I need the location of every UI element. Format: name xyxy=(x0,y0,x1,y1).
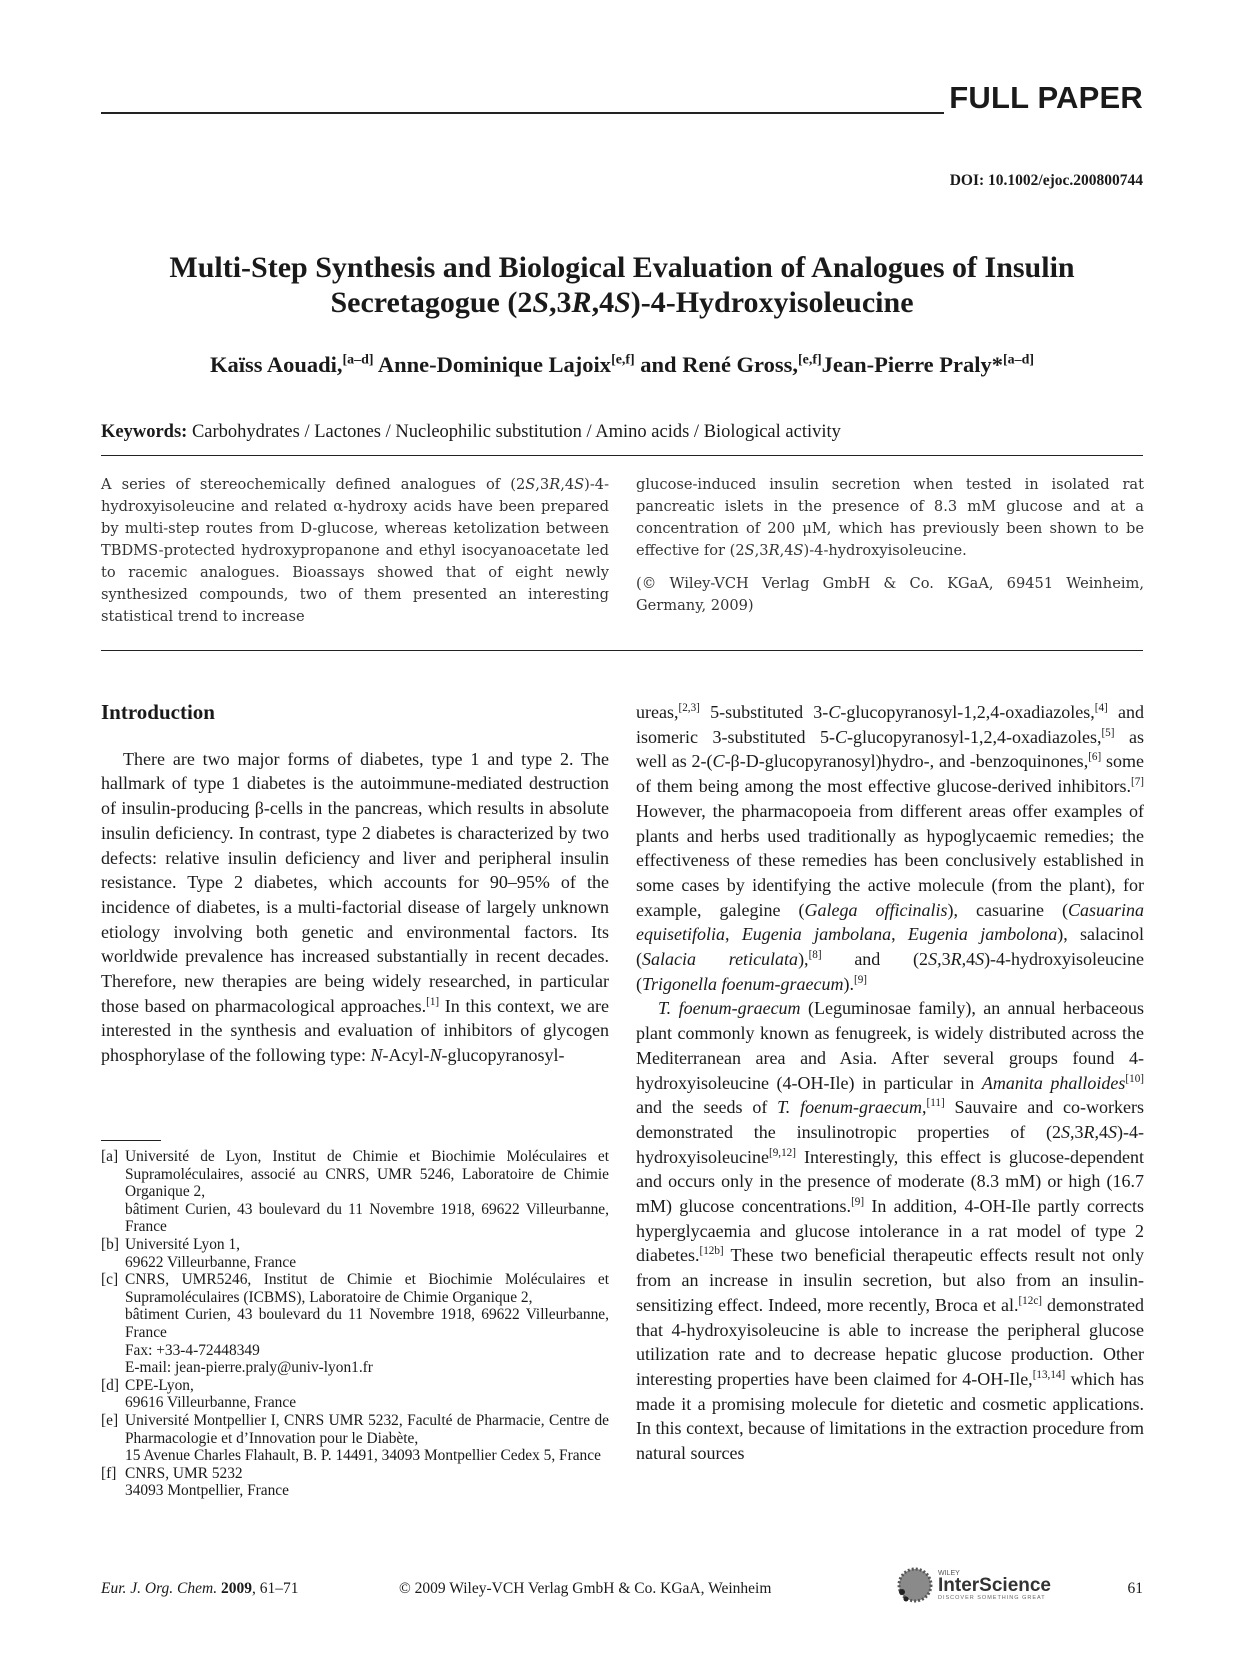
text-run: ,3 xyxy=(937,949,951,970)
footnote xyxy=(101,1271,609,1377)
citation-ref: [e,f] xyxy=(798,352,822,368)
text-run: , xyxy=(891,924,908,945)
text-run: ,4 xyxy=(560,476,575,493)
right-column xyxy=(636,700,1144,1466)
citation-ref: [9,12] xyxy=(768,1146,796,1159)
copyright: © 2009 Wiley-VCH Verlag GmbH & Co. KGaA, Weinheim xyxy=(399,1580,772,1597)
italic-run: Eugenia jambolona xyxy=(907,924,1058,945)
footnote xyxy=(101,1377,609,1412)
keywords-text: Carbohydrates / Lactones / Nucleophilic substitution / Amino acids / Biological activity xyxy=(187,422,841,442)
globe-icon xyxy=(896,1566,934,1604)
paragraph xyxy=(636,700,1144,996)
citation-ref: [12c] xyxy=(1018,1294,1042,1307)
footnote-rule xyxy=(101,1140,161,1141)
italic-run: Amanita phalloides xyxy=(981,1072,1126,1093)
text-run: Interestingly, this effect is glucose-dependent and occurs only in the presence of moderate (8.3 mM) or high (16.7 mM) glucose concentrations. xyxy=(636,1146,1144,1217)
text-run: ). xyxy=(843,973,854,994)
italic-run: T. foenum-graecum xyxy=(777,1097,923,1118)
header-rule xyxy=(101,112,944,114)
section-heading-introduction: Introduction xyxy=(101,700,215,724)
text-run: ), xyxy=(798,949,809,970)
text-run: There are two major forms of diabetes, type 1 and type 2. The hallmark of type 1 diabetes is the autoimmune-mediated destruction of insulin-producing β-cells in the pancreas, which results in absolute insulin deficiency. In contrast, type 2 diabetes is characterized by two defects: relative insulin deficiency and liver and peripheral insulin resistance. Type 2 diabetes, which accounts for 90–95% of the incidence of diabetes, is a multi-factorial disease of largely unknown etiology involving both genetic and environmental factors. Its worldwide prevalence has increased substantially in recent decades. Therefore, new therapies are being widely researched, in particular those based on pharmacological approaches. xyxy=(101,748,609,1016)
text-run: -Acyl- xyxy=(382,1045,430,1066)
text-run: ureas, xyxy=(636,702,679,722)
italic-run: S xyxy=(793,542,804,559)
section-label: FULL PAPER xyxy=(949,80,1143,115)
text-run: ,3 xyxy=(535,476,550,493)
text-run: Jean-Pierre Praly* xyxy=(821,352,1004,377)
text-run: In addition, 4-OH-Ile partly corrects hyperglycaemia and glucose intolerance in a rat model of type 2 diabetes. xyxy=(636,1196,1145,1266)
footnote-label: [e] xyxy=(101,1411,119,1429)
italic-run: Trigonella foenum-graecum xyxy=(642,973,844,994)
journal-citation xyxy=(101,1580,298,1598)
affiliation-footnotes xyxy=(101,1148,609,1500)
italic-run: N xyxy=(370,1045,383,1066)
italic-run: N xyxy=(429,1045,442,1066)
citation-ref: [5] xyxy=(1101,726,1115,739)
italic-run: Casuarina equisetifolia xyxy=(636,899,1144,945)
journal-year: 2009 xyxy=(217,1580,252,1597)
italic-run: S xyxy=(1061,1121,1071,1142)
logo-brand: WILEY xyxy=(938,1569,960,1577)
footnote xyxy=(101,1412,609,1465)
text-run: ,4 xyxy=(961,949,976,970)
footnote-text: Université Lyon 1, 69622 Villeurbanne, France xyxy=(125,1235,297,1271)
footnote-text: Université de Lyon, Institut de Chimie et Biochimie Moléculaires et Supramoléculaires, associé au CNRS, UMR 5246, Laboratoire de Chimie Organique 2, bâtiment Curien, 43 boulevard du 11 Novembre 1918, 69622 Villeurbanne, France xyxy=(125,1148,609,1236)
footnote-text: CNRS, UMR5246, Institut de Chimie et Biochimie Moléculaires et Supramoléculaires (ICBMS), Laboratoire de Chimie Organique 2, bâtiment Curien, 43 boulevard du 11 Novembre 1918, 69622 Villeurbanne, France Fax: +33-4-72448349 E-mail: jean-pierre.praly@univ-lyon1.fr xyxy=(125,1271,609,1377)
paragraph xyxy=(636,474,1144,562)
text-run: Kaïss Aouadi, xyxy=(209,352,343,377)
paragraph xyxy=(101,474,609,628)
footnote-label: [c] xyxy=(101,1271,119,1289)
title-line-2 xyxy=(100,285,1144,320)
text-run: (Leguminosae family), an annual herbaceous plant commonly known as fenugreek, is widely distributed across the Mediterranean area and Asia. After several groups found 4-hydroxyisoleucine (4-OH-Ile) in particular in xyxy=(636,998,1145,1093)
intro-right-text xyxy=(636,700,1144,1466)
text-run: ,4 xyxy=(591,286,615,319)
text-run: -glucopyranosyl-1,2,4-oxadiazoles, xyxy=(840,702,1095,722)
interscience-logo xyxy=(896,1566,1051,1604)
footnote xyxy=(101,1465,609,1500)
page-footer xyxy=(101,1569,1143,1620)
italic-run: S xyxy=(744,542,755,559)
citation-ref: [e,f] xyxy=(611,352,635,368)
italic-run: S xyxy=(614,286,631,319)
doi: DOI: 10.1002/ejoc.200800744 xyxy=(949,172,1143,189)
footnote-label: [f] xyxy=(101,1464,117,1482)
text-run: some of them being among the most effective glucose-derived inhibitors. xyxy=(636,751,1144,797)
footnote xyxy=(101,1148,609,1236)
citation-ref: [10] xyxy=(1125,1072,1145,1085)
abstract-rule xyxy=(101,650,1143,651)
text-run: 5-substituted 3- xyxy=(699,702,829,722)
text-run: -β-D-glucopyranosyl)hydro-, and -benzoquinones, xyxy=(724,751,1089,772)
text-run: , xyxy=(922,1097,927,1118)
text-run: )-4-Hydroxyisoleucine xyxy=(630,286,914,319)
citation-ref: [2,3] xyxy=(678,702,700,714)
text-run: and the seeds of xyxy=(636,1097,778,1118)
text-run: )-4-hydroxyisoleucine ( xyxy=(636,949,1145,994)
journal-pages: , 61–71 xyxy=(251,1580,299,1597)
paragraph xyxy=(636,996,1144,1465)
text-run: ,4 xyxy=(779,542,794,559)
footnote-text: CPE-Lyon, 69616 Villeurbanne, France xyxy=(125,1376,297,1412)
italic-run: Eugenia jambolana xyxy=(741,924,892,945)
italic-run: S xyxy=(928,949,938,970)
text-run: ,3 xyxy=(549,286,572,319)
intro-left-text xyxy=(101,747,609,1068)
paragraph xyxy=(636,573,1144,617)
text-run: )-4-hydroxyisoleucine. xyxy=(803,542,967,559)
citation-ref: [6] xyxy=(1088,751,1102,764)
citation-ref: [7] xyxy=(1130,776,1144,789)
text-run: glucose-induced insulin secretion when tested in isolated rat pancreatic islets in the presence of 8.3 mM glucose and at a concentration of 200 μM, which has previously been shown to be effective for (2 xyxy=(636,476,1144,559)
page-number: 61 xyxy=(1127,1580,1143,1597)
citation-ref: [13,14] xyxy=(1032,1368,1066,1381)
keywords-label: Keywords: xyxy=(101,422,188,442)
footnote-label: [d] xyxy=(101,1376,119,1394)
authors xyxy=(100,352,1144,378)
text-run: )-4-hydroxyisoleucine and related α-hydroxy acids have been prepared by multi-step routes from D-glucose, whereas ketolization between TBDMS-protected hydroxypropanone and ethyl isocyanoacetate led to racemic analogues. Bioassays showed that of eight newly synthesized compounds, two of them presented an interesting statistical trend to increase xyxy=(101,476,609,625)
text-run: Sauvaire and co-workers demonstrated the insulinotropic properties of (2 xyxy=(636,1097,1145,1142)
italic-run: Salacia reticulata xyxy=(642,949,799,970)
keywords xyxy=(101,422,841,443)
text-run: demonstrated that 4-hydroxyisoleucine is able to increase the peripheral glucose utilization rate and to decrease hepatic glucose production. Other interesting properties have been claimed for 4-OH-Ile, xyxy=(636,1294,1144,1389)
text-run: )-4-hydroxyisoleucine xyxy=(636,1121,1144,1167)
text-run: ), salacinol ( xyxy=(636,924,1144,970)
italic-run: C xyxy=(835,726,848,747)
italic-run: R xyxy=(571,286,592,319)
text-run: (© Wiley-VCH Verlag GmbH & Co. KGaA, 69451 Weinheim, Germany, 2009) xyxy=(636,575,1144,614)
text-run: A series of stereochemically defined analogues of (2 xyxy=(101,476,526,493)
text-run: -glucopyranosyl- xyxy=(441,1045,565,1066)
logo-tagline: DISCOVER SOMETHING GREAT xyxy=(938,1594,1046,1601)
citation-ref: [9] xyxy=(853,973,867,986)
italic-run: R xyxy=(1083,1121,1095,1142)
keywords-rule xyxy=(101,455,1143,456)
text-run: ,3 xyxy=(754,542,769,559)
italic-run: R xyxy=(549,476,561,493)
text-run: and isomeric 3-substituted 5- xyxy=(636,702,1144,747)
paragraph xyxy=(101,747,609,1068)
citation-ref: [a–d] xyxy=(1003,352,1035,368)
text-run: -glucopyranosyl-1,2,4-oxadiazoles, xyxy=(847,726,1102,747)
text-run: as well as 2-( xyxy=(636,726,1144,772)
footnote xyxy=(101,1236,609,1271)
abstract-right xyxy=(636,474,1144,628)
text-run: In this context, we are interested in the synthesis and evaluation of inhibitors of glycogen phosphorylase of the following type: xyxy=(101,995,609,1066)
citation-ref: [8] xyxy=(808,949,822,962)
text-run: which has made it a promising molecule for dietetic and cosmetic applications. In this context, because of limitations in the extraction procedure from natural sources xyxy=(636,1368,1144,1464)
journal-name: Eur. J. Org. Chem. xyxy=(101,1580,218,1597)
logo-name: InterScience xyxy=(938,1574,1051,1596)
italic-run: R xyxy=(950,949,962,970)
italic-run: R xyxy=(768,542,780,559)
citation-ref: [12b] xyxy=(699,1245,724,1258)
footnote-label: [a] xyxy=(101,1148,119,1165)
left-column xyxy=(101,700,609,1068)
italic-run: S xyxy=(975,949,985,970)
italic-run: C xyxy=(828,702,841,722)
text-run: ,3 xyxy=(1070,1121,1084,1142)
text-run: , xyxy=(725,924,742,945)
text-run: and (2 xyxy=(821,949,929,970)
italic-run: C xyxy=(712,751,725,772)
italic-run: S xyxy=(525,476,536,493)
citation-ref: [9] xyxy=(851,1196,865,1209)
italic-run: S xyxy=(532,286,550,319)
footnote-label: [b] xyxy=(101,1235,119,1253)
title-line-1: Multi-Step Synthesis and Biological Evaluation of Analogues of Insulin xyxy=(169,251,1075,284)
footnote-text: CNRS, UMR 5232 34093 Montpellier, France xyxy=(125,1464,289,1500)
text-run: ,4 xyxy=(1094,1121,1109,1142)
citation-ref: [1] xyxy=(426,995,440,1008)
abstract-left xyxy=(101,474,609,639)
citation-ref: [4] xyxy=(1094,702,1108,714)
citation-ref: [a–d] xyxy=(342,352,374,368)
italic-run: S xyxy=(574,476,585,493)
text-run: Secretagogue (2 xyxy=(330,286,533,319)
text-run: ), casuarine ( xyxy=(947,899,1068,920)
footnote-text: Université Montpellier I, CNRS UMR 5232, Faculté de Pharmacie, Centre de Pharmacologie et d’Innovation pour le Diabète, 15 Avenue Charles Flahault, B. P. 14491, 34093 Montpellier Cedex 5, France xyxy=(125,1411,609,1465)
text-run: However, the pharmacopoeia from different areas offer examples of plants and herbs used traditionally as hypoglycaemic remedies; the effectiveness of these remedies has been conclusively established in some cases by identifying the active molecule (from the plant), for example, galegine ( xyxy=(636,800,1144,920)
text-run: and René Gross, xyxy=(634,352,799,377)
text-run: Anne-Dominique Lajoix xyxy=(373,352,612,377)
italic-run: S xyxy=(1108,1121,1118,1142)
paper-title xyxy=(100,250,1144,320)
text-run: These two beneficial therapeutic effects result not only from an increase in insulin secretion, but also from an insulin-sensitizing effect. Indeed, more recently, Broca et al. xyxy=(636,1245,1144,1315)
italic-run: Galega officinalis xyxy=(804,899,948,920)
italic-run: T. foenum-graecum xyxy=(658,998,801,1019)
citation-ref: [11] xyxy=(926,1097,945,1110)
